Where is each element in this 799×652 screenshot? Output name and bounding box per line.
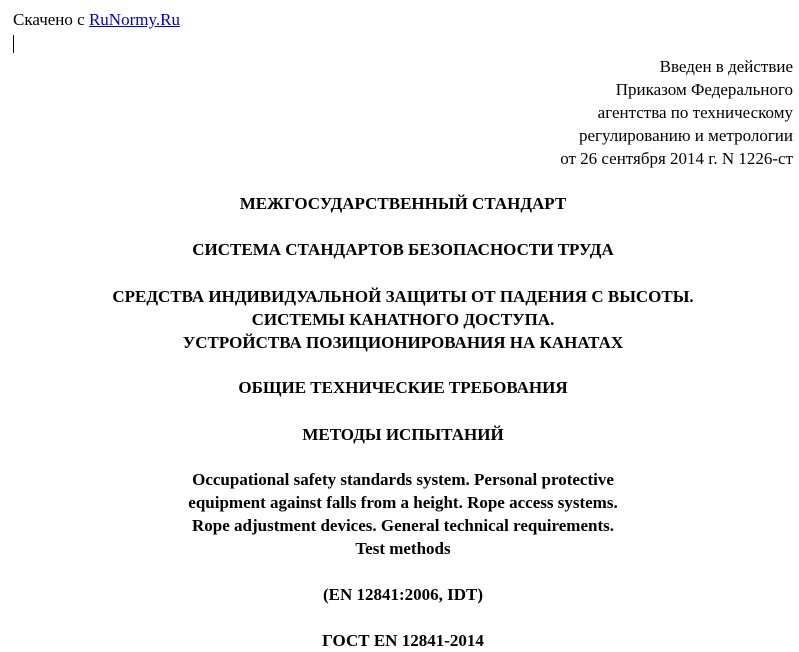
- english-title: [0, 468, 799, 560]
- text-cursor: [13, 35, 14, 53]
- title-line: СРЕДСТВА ИНДИВИДУАЛЬНОЙ ЗАЩИТЫ ОТ ПАДЕНИЯ С ВЫСОТЫ.: [112, 287, 694, 306]
- approval-line: от 26 сентября 2014 г. N 1226-ст: [560, 149, 793, 168]
- approval-line: агентства по техническому: [597, 103, 793, 122]
- requirements-heading: ОБЩИЕ ТЕХНИЧЕСКИЕ ТРЕБОВАНИЯ: [238, 378, 568, 397]
- system-title-heading: СИСТЕМА СТАНДАРТОВ БЕЗОПАСНОСТИ ТРУДА: [192, 240, 614, 259]
- source-prefix: Скачено с: [13, 10, 89, 29]
- source-line: [13, 9, 180, 31]
- title-line: УСТРОЙСТВА ПОЗИЦИОНИРОВАНИЯ НА КАНАТАХ: [182, 333, 624, 352]
- runormy-link[interactable]: RuNormy.Ru: [88, 10, 180, 29]
- approval-line: Приказом Федерального: [615, 80, 793, 99]
- equivalence-label: (EN 12841:2006, IDT): [322, 585, 484, 604]
- english-title-line: Rope adjustment devices. General technical requirements.: [192, 516, 614, 535]
- english-title-line: equipment against falls from a height. Rope access systems.: [188, 493, 618, 512]
- methods-heading: МЕТОДЫ ИСПЫТАНИЙ: [302, 425, 504, 444]
- title-line: СИСТЕМЫ КАНАТНОГО ДОСТУПА.: [251, 310, 555, 329]
- standard-type-heading: МЕЖГОСУДАРСТВЕННЫЙ СТАНДАРТ: [239, 194, 567, 213]
- approval-block: [560, 55, 793, 170]
- english-title-line: Test methods: [355, 539, 451, 558]
- document-title: [0, 285, 799, 354]
- english-title-line: Occupational safety standards system. Personal protective: [192, 470, 614, 489]
- approval-line: регулированию и метрологии: [578, 126, 793, 145]
- standard-designation: ГОСТ EN 12841-2014: [322, 631, 484, 650]
- approval-line: Введен в действие: [659, 57, 793, 76]
